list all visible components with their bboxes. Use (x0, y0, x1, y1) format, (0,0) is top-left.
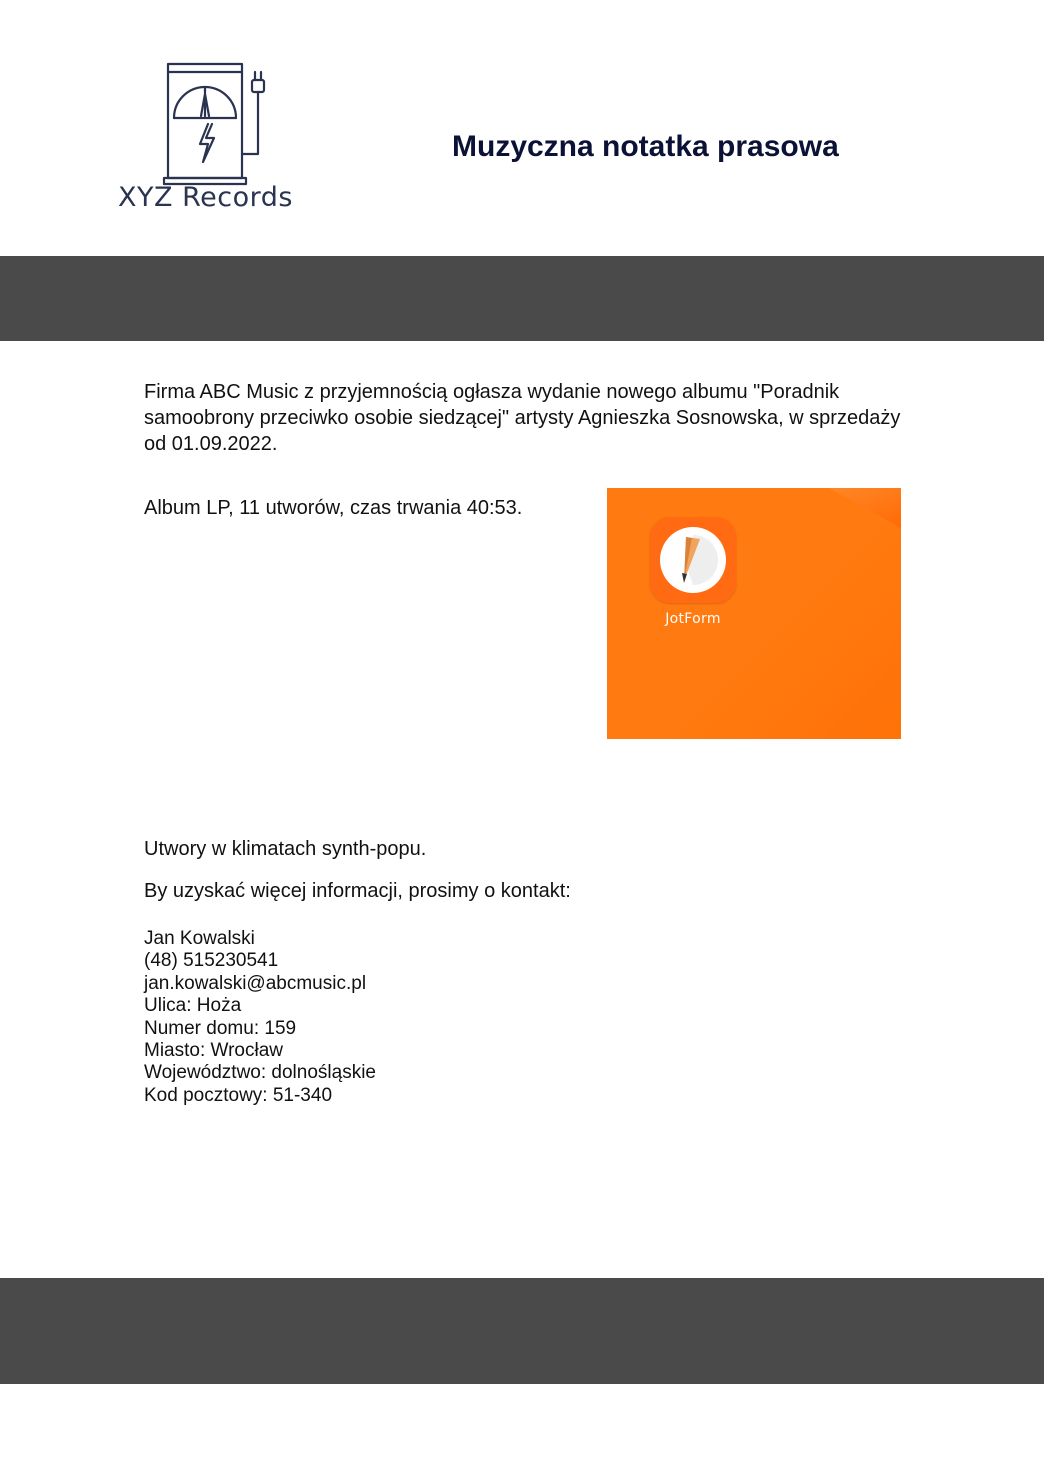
style-paragraph: Utwory w klimatach synth-popu. (144, 838, 427, 860)
jotform-app-icon (650, 517, 736, 603)
contact-phone: (48) 515230541 (144, 950, 279, 972)
contact-street: Ulica: Hoża (144, 995, 242, 1017)
contact-city: Miasto: Wrocław (144, 1040, 284, 1062)
footer-band (0, 1278, 1044, 1384)
contact-intro: By uzyskać więcej informacji, prosimy o kontakt: (144, 880, 571, 902)
cover-corner-shape (811, 488, 901, 528)
header-band (0, 256, 1044, 341)
contact-postal-code: Kod pocztowy: 51-340 (144, 1084, 333, 1106)
company-logo (114, 58, 304, 218)
contact-block (144, 928, 376, 1107)
page-title: Muzyczna notatka prasowa (452, 130, 839, 163)
contact-email: jan.kowalski@abcmusic.pl (144, 972, 367, 994)
app-label: JotForm (665, 611, 721, 627)
company-name: XYZ Records (118, 182, 293, 213)
contact-name: Jan Kowalski (144, 928, 255, 949)
jotform-pencil-icon (660, 527, 726, 593)
contact-region: Województwo: dolnośląskie (144, 1062, 376, 1084)
album-info: Album LP, 11 utworów, czas trwania 40:53. (144, 497, 523, 519)
charging-station-icon (160, 58, 272, 188)
intro-paragraph: Firma ABC Music z przyjemnością ogłasza wydanie nowego albumu "Poradnik samoobrony przeciwko osobie siedzącej" artysty Agnieszka Sosnowska, w sprzedaży od 01.09.2022. (144, 381, 901, 455)
contact-house-number: Numer domu: 159 (144, 1017, 297, 1039)
album-cover-image (607, 488, 901, 739)
